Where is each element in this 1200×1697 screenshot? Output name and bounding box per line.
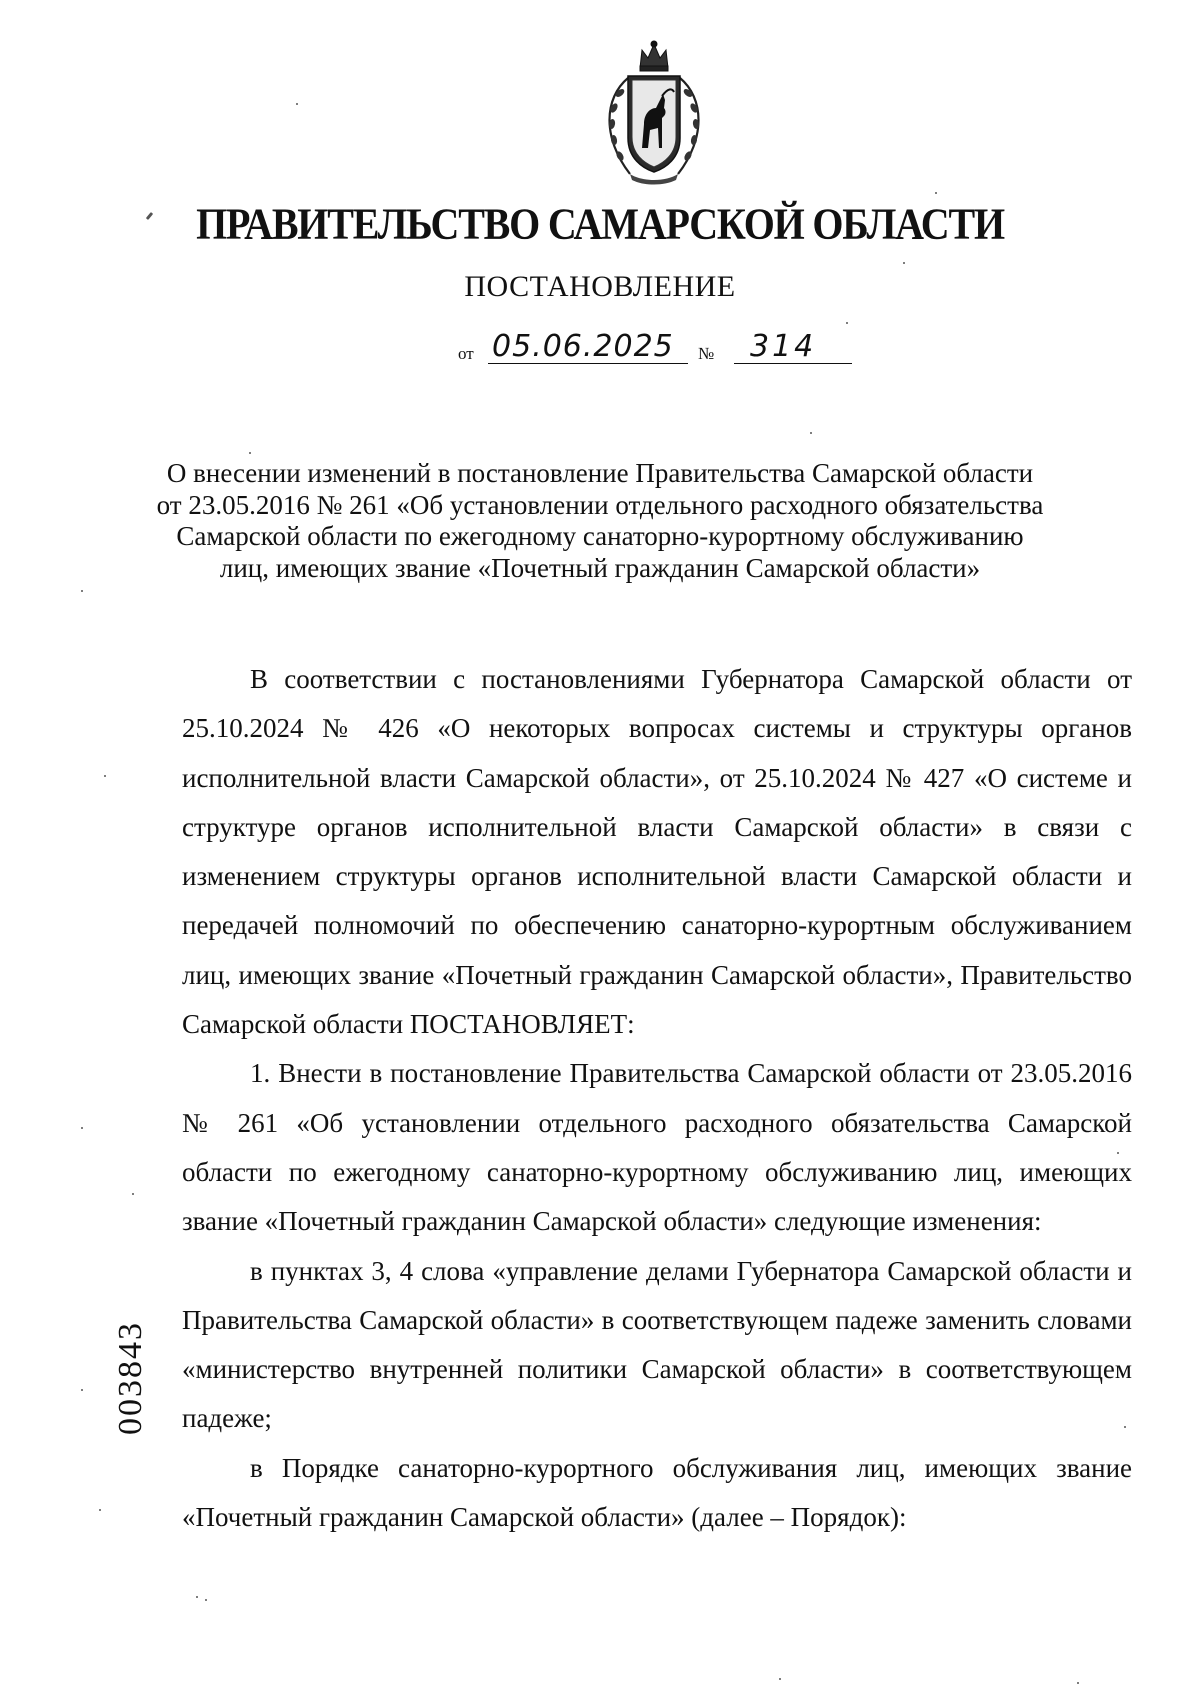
subject-line: Самарской области по ежегодному санаторно-курортному обслуживанию <box>176 521 1024 551</box>
date-prefix: от <box>458 344 474 363</box>
body-paragraph-item-1: 1. Внести в постановление Правительства Самарской области от 23.05.2016 № 261 «Об установлении отдельного расходного обязательства Самарской области по ежегодному санаторно-курортному обслуживанию лиц, имеющих звание «Почетный гражданин Самарской области» следующие изменения: <box>182 1058 1132 1237</box>
number-sign: № <box>698 344 715 363</box>
subject-line: от 23.05.2016 № 261 «Об установлении отдельного расходного обязательства <box>156 489 1044 520</box>
margin-registration-number: 003843 <box>112 1321 149 1435</box>
body-paragraph-preamble: В соответствии с постановлениями Губернатора Самарской области от 25.10.2024 № 426 «О некоторых вопросах системы и структуры органов исполнительной власти Самарской области», от 25.10.2024 № 427 «О системе и структуре органов исполнительной власти Самарской области» в связи с изменением структуры органов исполнительной власти Самарской области и передачей полномочий по обеспечению санаторно-курортным обслуживанием лиц, имеющих звание «Почетный гражданин Самарской области», Правительство Самарской области ПОСТАНОВЛЯЕТ: <box>182 664 1132 1040</box>
date-number-line <box>458 330 858 370</box>
decree-number: 314 <box>734 330 852 364</box>
coat-of-arms-emblem <box>590 38 718 188</box>
subject-line: О внесении изменений в постановление Правительства Самарской области <box>166 458 1034 488</box>
subject-line: лиц, имеющих звание «Почетный гражданин Самарской области» <box>219 552 981 583</box>
decree-body <box>182 655 1132 1542</box>
decree-subject <box>150 458 1050 584</box>
body-paragraph-amendment: в пунктах 3, 4 слова «управление делами Губернатора Самарской области и Правительства Самарской области» в соответствующем падеже заменить словами «министерство внутренней политики Самарской области» в соответствующем падеже; <box>182 1255 1132 1434</box>
body-paragraph-procedure: в Порядке санаторно-курортного обслуживания лиц, имеющих звание «Почетный гражданин Самарской области» (далее – Порядок): <box>182 1452 1132 1533</box>
organization-title: ПРАВИТЕЛЬСТВО САМАРСКОЙ ОБЛАСТИ <box>196 198 1004 249</box>
document-type: ПОСТАНОВЛЕНИЕ <box>464 270 736 303</box>
decree-date: 05.06.2025 <box>488 330 688 364</box>
